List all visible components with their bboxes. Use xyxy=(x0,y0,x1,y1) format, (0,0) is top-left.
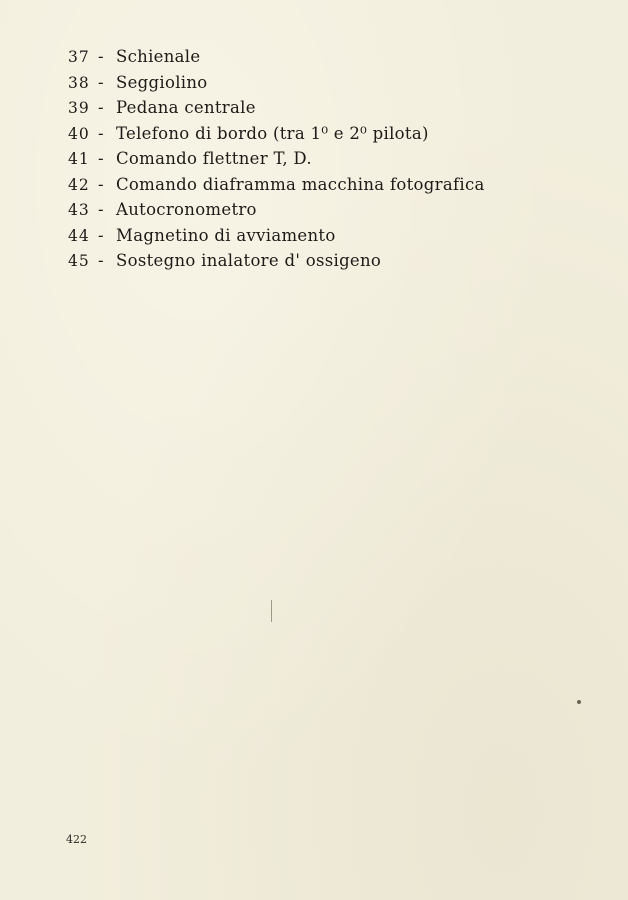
item-label: Autocronometro xyxy=(116,200,257,219)
item-separator: - xyxy=(98,251,104,270)
item-number: 38 xyxy=(68,73,90,92)
item-number: 42 xyxy=(68,175,90,194)
item-label: Magnetino di avviamento xyxy=(116,225,336,245)
item-separator: - xyxy=(98,98,104,117)
item-separator: - xyxy=(98,47,104,66)
item-separator: - xyxy=(98,123,104,143)
item-label: Pedana centrale xyxy=(116,98,256,117)
list-item xyxy=(68,175,485,201)
item-separator: - xyxy=(98,174,104,194)
component-legend-list xyxy=(68,47,485,277)
item-label: Sostegno inalatore d' ossigeno xyxy=(116,251,382,270)
item-label: Comando flettner T, D. xyxy=(116,149,312,168)
list-item xyxy=(68,47,485,73)
item-number: 39 xyxy=(68,99,90,117)
item-label: Telefono di bordo (tra 1⁰ e 2⁰ pilota) xyxy=(116,123,429,143)
item-separator: - xyxy=(98,149,104,168)
list-item xyxy=(68,73,485,99)
list-item xyxy=(68,124,485,150)
item-number: 40 xyxy=(68,124,90,143)
page-number: 422 xyxy=(66,833,87,846)
item-separator: - xyxy=(98,225,104,245)
list-item xyxy=(68,98,485,124)
item-label: Comando diaframma macchina fotografica xyxy=(116,174,485,194)
item-number: 37 xyxy=(68,48,90,66)
list-item xyxy=(68,251,485,277)
list-item xyxy=(68,149,485,175)
list-item xyxy=(68,200,485,226)
item-number: 41 xyxy=(68,150,90,168)
item-separator: - xyxy=(98,200,104,219)
item-separator: - xyxy=(98,72,104,92)
paper-speck xyxy=(577,700,581,704)
item-number: 45 xyxy=(68,252,90,270)
item-number: 44 xyxy=(68,226,90,245)
item-label: Seggiolino xyxy=(116,72,208,92)
item-number: 43 xyxy=(68,201,90,219)
paper-mark xyxy=(271,600,272,622)
item-label: Schienale xyxy=(116,47,201,66)
list-item xyxy=(68,226,485,252)
